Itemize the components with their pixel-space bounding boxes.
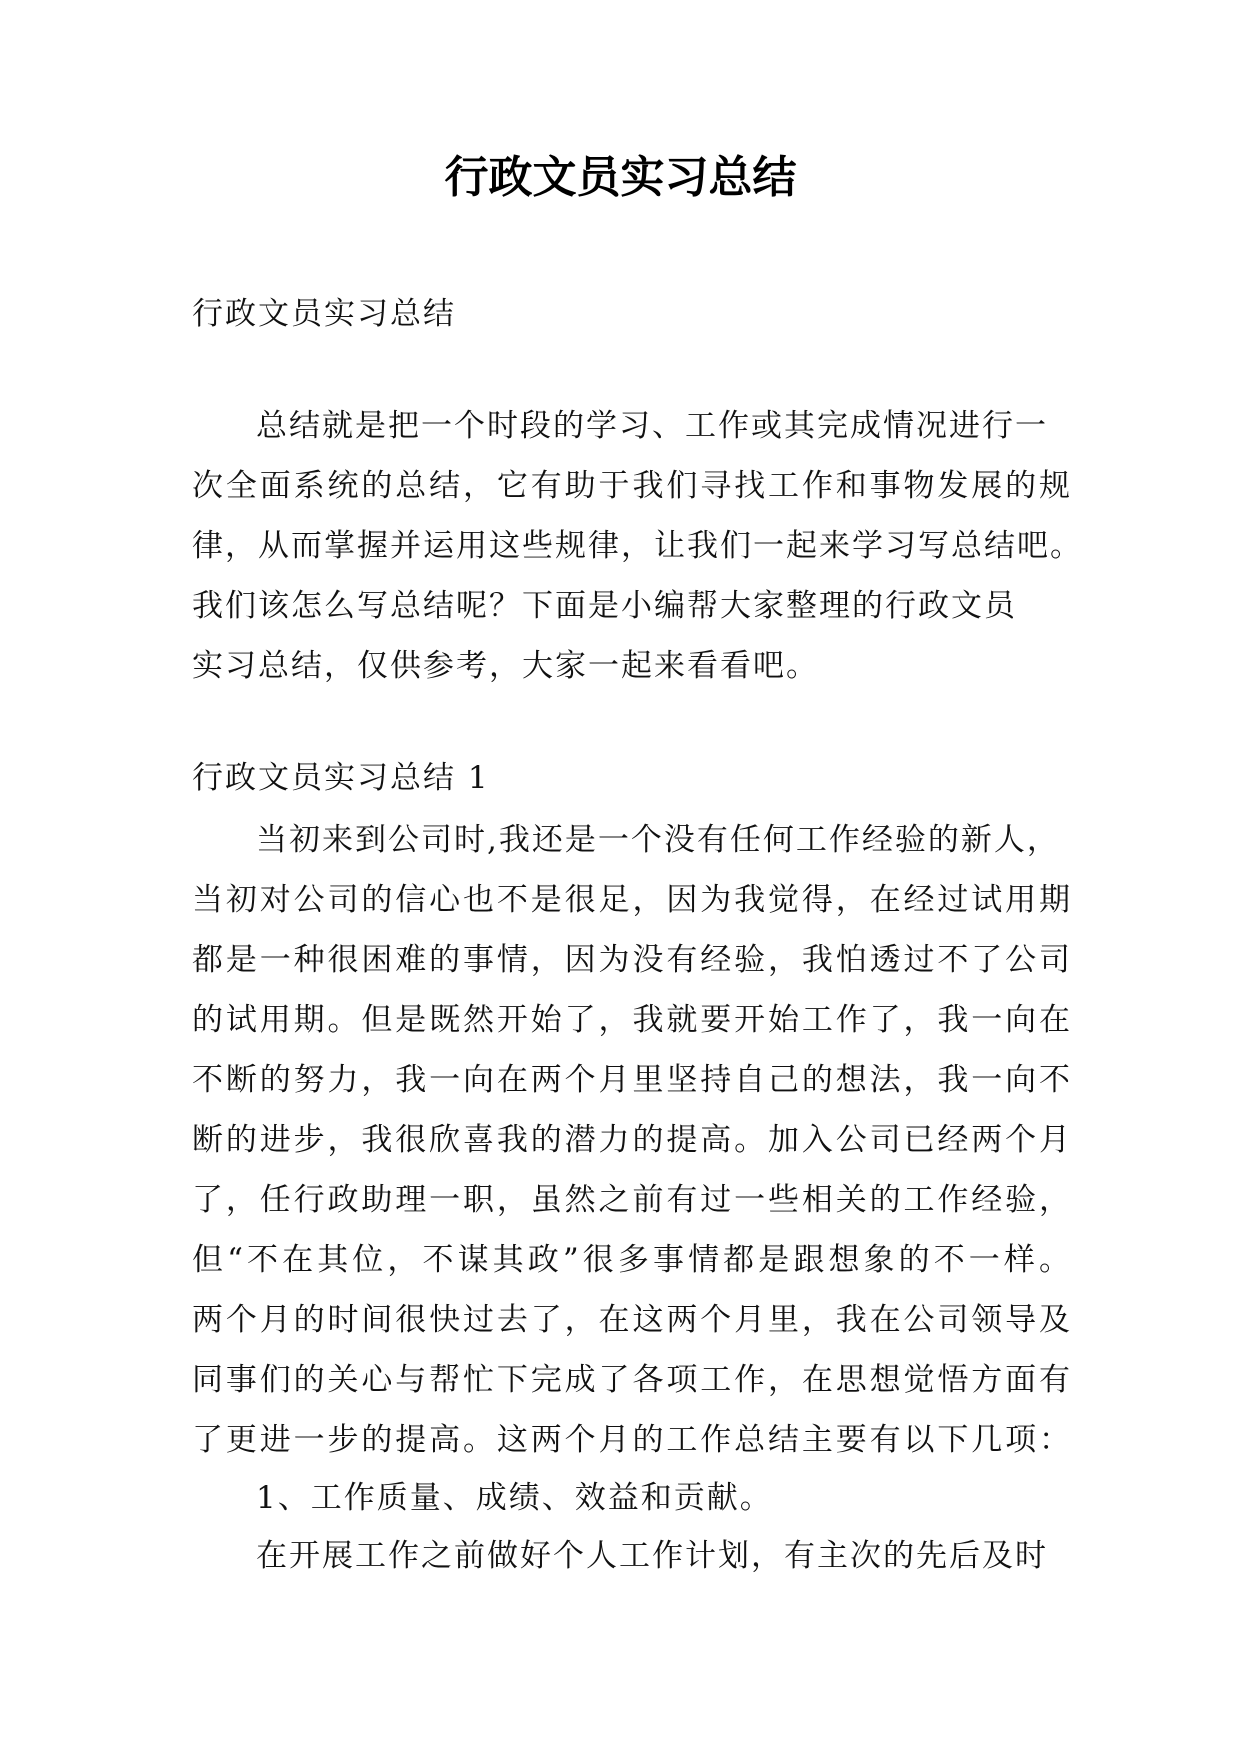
body-line-11: 了更进一步的提高。这两个月的工作总结主要有以下几项： — [192, 1422, 1072, 1458]
body-line-3: 都是一种很困难的事情，因为没有经验，我怕透过不了公司 — [192, 942, 1072, 978]
body-line-7: 了，任行政助理一职，虽然之前有过一些相关的工作经验， — [192, 1182, 1072, 1218]
body-line-10: 同事们的关心与帮忙下完成了各项工作，在思想觉悟方面有 — [192, 1362, 1072, 1398]
intro-line-2: 次全面系统的总结，它有助于我们寻找工作和事物发展的规 — [192, 468, 1072, 504]
intro-line-1: 总结就是把一个时段的学习、工作或其完成情况进行一 — [256, 408, 1048, 444]
body-line-4: 的试用期。但是既然开始了，我就要开始工作了，我一向在 — [192, 1002, 1072, 1038]
body-line-12: 在开展工作之前做好个人工作计划，有主次的先后及时 — [256, 1538, 1048, 1574]
body-line-2: 当初对公司的信心也不是很足，因为我觉得，在经过试用期 — [192, 882, 1072, 918]
subtitle-line: 行政文员实习总结 — [192, 296, 456, 332]
intro-line-5: 实习总结，仅供参考，大家一起来看看吧。 — [192, 648, 819, 684]
intro-line-4: 我们该怎么写总结呢？下面是小编帮大家整理的行政文员 — [192, 588, 1017, 624]
body-line-1: 当初来到公司时,我还是一个没有任何工作经验的新人， — [256, 822, 1060, 858]
document-title: 行政文员实习总结 — [444, 152, 797, 203]
intro-line-3: 律，从而掌握并运用这些规律，让我们一起来学习写总结吧。 — [192, 528, 1083, 564]
body-line-8: 但“不在其位，不谋其政”很多事情都是跟想象的不一样。 — [192, 1242, 1072, 1278]
body-line-9: 两个月的时间很快过去了，在这两个月里，我在公司领导及 — [192, 1302, 1072, 1338]
section-heading-1: 行政文员实习总结 1 — [192, 760, 490, 796]
body-line-5: 不断的努力，我一向在两个月里坚持自己的想法，我一向不 — [192, 1062, 1072, 1098]
body-line-6: 断的进步，我很欣喜我的潜力的提高。加入公司已经两个月 — [192, 1122, 1072, 1158]
list-item-1: 1、工作质量、成绩、效益和贡献。 — [256, 1480, 773, 1516]
